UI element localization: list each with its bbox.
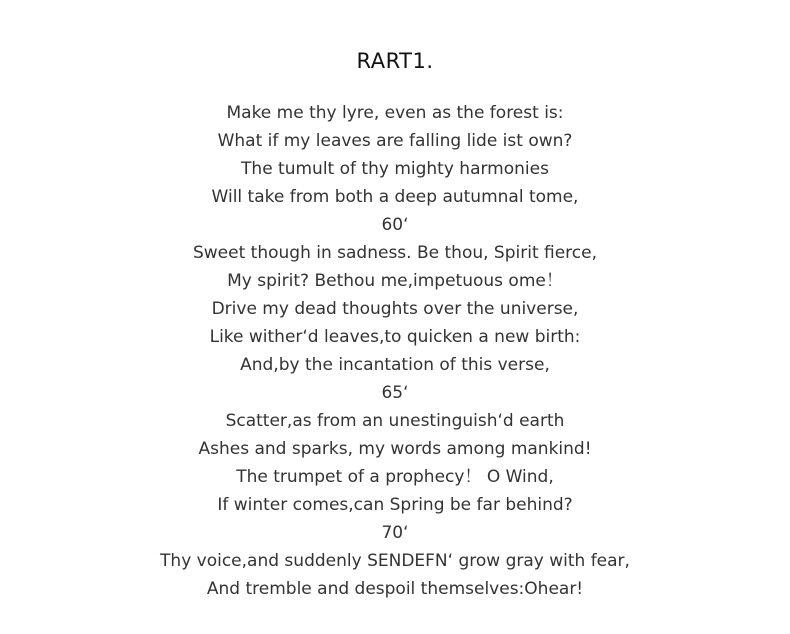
poem-line: Like wither‘d leaves,to quicken a new birth: [209,327,581,347]
poem-line: Make me thy lyre, even as the forest is: [226,103,564,123]
poem-line: Thy voice,and suddenly SENDEFN‘ grow gray with fear, [160,551,630,571]
poem-line: My spirit? Bethou me,impetuous ome！ [227,271,563,291]
poem-line: Scatter,as from an unestinguish‘d earth [225,411,565,431]
line-number: 70‘ [381,523,409,543]
poem-line: The trumpet of a prophecy！ O Wind, [236,467,554,487]
poem-title: RART1. [356,49,434,73]
poem-line: And,by the incantation of this verse, [240,355,550,375]
poem-line: Drive my dead thoughts over the universe, [211,299,579,319]
poem-lines [0,99,790,603]
poem-line: The tumult of thy mighty harmonies [241,159,549,179]
poem-line: Ashes and sparks, my words among mankind! [198,439,592,459]
poem-line: What if my leaves are falling lide ist own? [217,131,573,151]
line-number: 60‘ [381,215,409,235]
poem-line: Sweet though in sadness. Be thou, Spirit fierce, [192,243,597,263]
poem-line: Will take from both a deep autumnal tome, [211,187,579,207]
poem-line: And tremble and despoil themselves:Ohear! [206,579,584,599]
poem-line: If winter comes,can Spring be far behind? [217,495,573,515]
line-number: 65‘ [381,383,409,403]
